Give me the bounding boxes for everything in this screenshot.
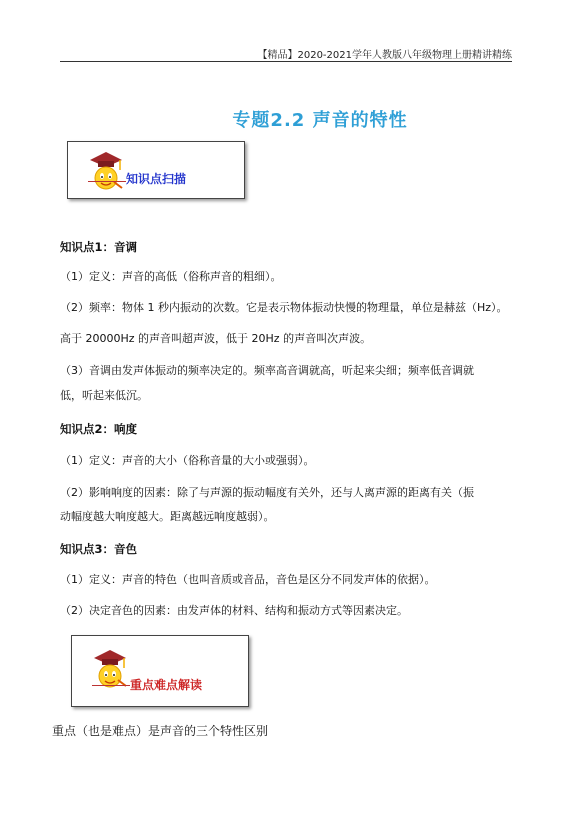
loudness-line-2: （2）影响响度的因素：除了与声源的振动幅度有关外，还与人离声源的距离有关（振 <box>60 486 474 499</box>
loudness-line-1: （1）定义：声音的大小（俗称音量的大小或强弱）。 <box>60 454 315 467</box>
banner-rule <box>88 181 126 182</box>
pitch-line-5: 低，听起来低沉。 <box>60 389 148 402</box>
section-heading-timbre: 知识点3：音色 <box>60 542 138 556</box>
timbre-line-1: （1）定义：声音的特色（也叫音质或音品，音色是区分不同发声体的依据）。 <box>60 573 436 586</box>
knowledge-scan-banner <box>67 141 245 199</box>
pitch-line-1: （1）定义：声音的高低（俗称声音的粗细）。 <box>60 270 282 283</box>
page-title: 专题2.2 声音的特性 <box>232 110 408 131</box>
key-points-banner <box>71 635 249 707</box>
pitch-line-4: （3）音调由发声体振动的频率决定的。频率高音调就高，听起来尖细；频率低音调就 <box>60 364 474 377</box>
timbre-line-2: （2）决定音色的因素：由发声体的材料、结构和振动方式等因素决定。 <box>60 604 408 617</box>
pitch-line-3: 高于 20000Hz 的声音叫超声波，低于 20Hz 的声音叫次声波。 <box>60 332 372 345</box>
section-heading-pitch: 知识点1：音调 <box>60 240 138 254</box>
pitch-line-2: （2）频率：物体 1 秒内振动的次数。它是表示物体振动快慢的物理量，单位是赫兹（Hz）。 <box>60 301 508 314</box>
banner-label: 知识点扫描 <box>126 172 187 186</box>
loudness-line-3: 动幅度越大响度越大。距离越远响度越弱）。 <box>60 510 275 523</box>
graduation-mascot-icon <box>88 646 130 690</box>
section-heading-loudness: 知识点2：响度 <box>60 422 138 436</box>
banner-rule <box>92 685 130 686</box>
graduation-mascot-icon <box>84 148 126 192</box>
banner-label: 重点难点解读 <box>130 678 203 692</box>
summary-line: 重点（也是难点）是声音的三个特性区别 <box>52 724 269 738</box>
page-header: 【精品】2020-2021学年人教版八年级物理上册精讲精练 <box>257 50 512 61</box>
header-rule <box>60 61 512 62</box>
